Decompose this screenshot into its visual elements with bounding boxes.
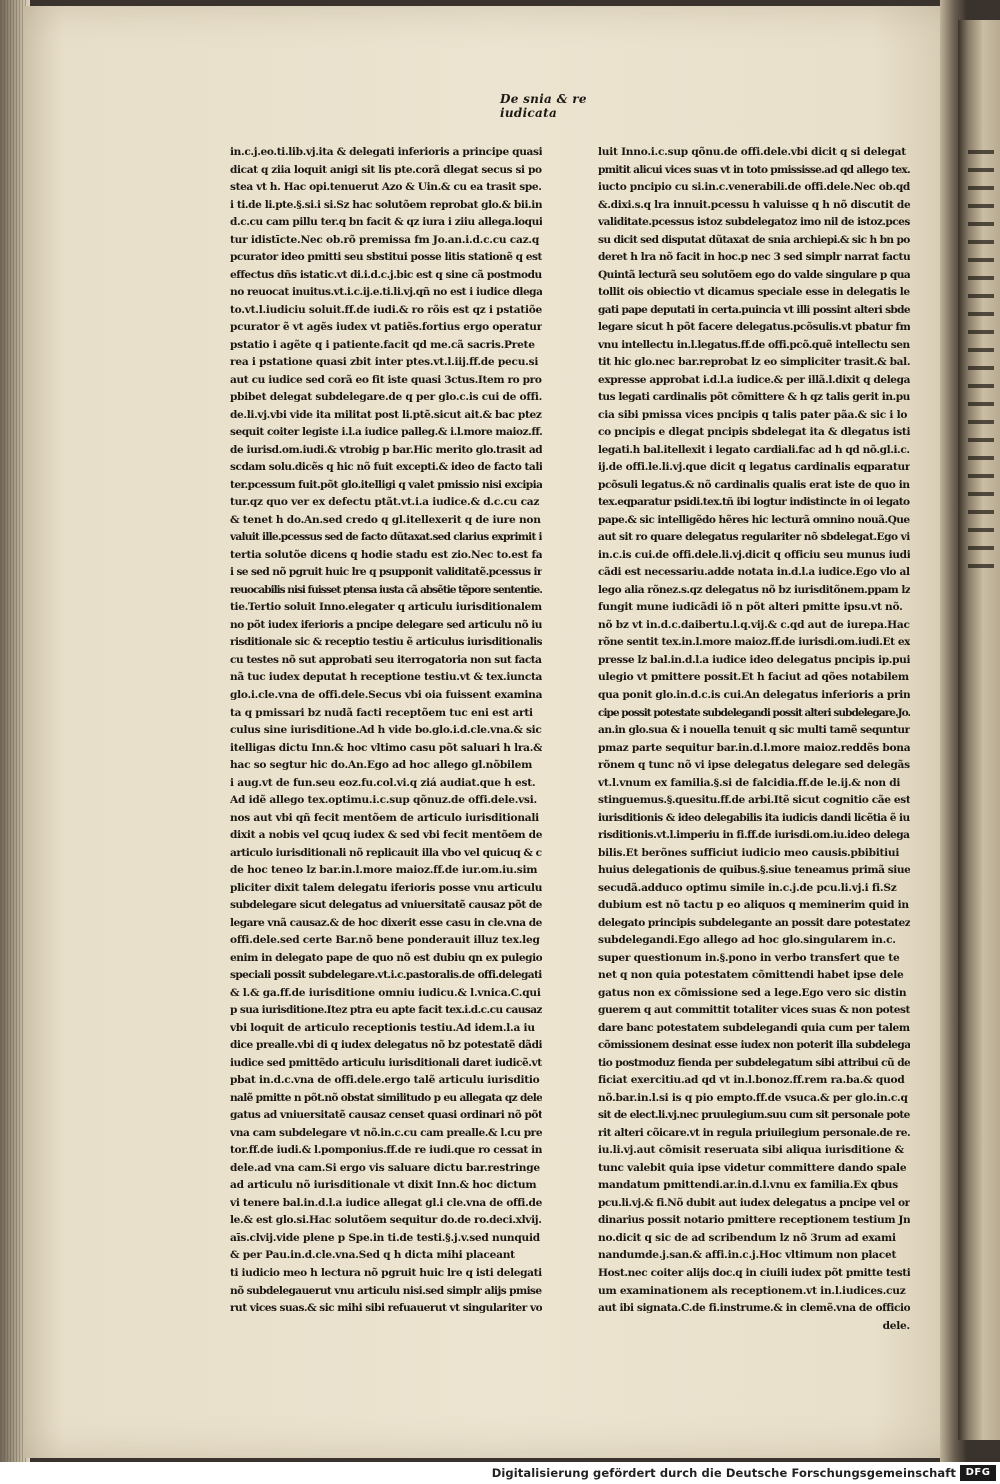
text-line: tie.Tertio soluit Inno.elegater q articulu iurisditionalem [230, 601, 542, 614]
text-line: pliciter dixit talem delegatu iferioris posse vnu articulu [230, 881, 542, 894]
text-line: Ad idẽ allego tex.optimu.i.c.sup qõnuz.de offi.dele.vsi. [230, 794, 537, 807]
text-line: vt.l.vnum ex familia.§.si de falcidia.ff.de le.ij.& non di [598, 776, 901, 789]
text-line: iurisditionis & ideo delegabilis ita iudicis dandi licẽtia ẽ iu [598, 811, 910, 824]
text-line: fungit mune iudicãdi iõ n põt alteri pmitte ipsu.vt nõ. [598, 601, 903, 614]
text-line: ta q pmissari bz nudã facti receptõem tuc eni est arti [230, 706, 533, 719]
text-line: stea vt h. Hac opi.tenuerut Azo & Uin.& cu ea trasit spe. [230, 181, 542, 194]
text-line: ter.pcessum fuit.põt glo.itelligi q valet pmissio nisi excipia [230, 478, 542, 491]
text-line: hac so segtur hic do.An.Ego ad hoc allego gl.nõbilem [230, 759, 533, 772]
text-line: presse lz bal.in.d.l.a iudice ideo delegatus pncipis ip.pui [598, 653, 910, 666]
text-line: & per Pau.in.d.cle.vna.Sed q h dicta mihi placeant [230, 1249, 515, 1262]
text-line: iucto pncipio cu si.in.c.venerabili.de offi.dele.Nec ob.qd [598, 181, 910, 194]
text-line: gatus ad vniuersitatẽ causaz censet quasi ordinari nõ põt [230, 1109, 542, 1122]
text-line: itelligas dictu Inn.& hoc vltimo casu põt saluari h lra.& [230, 741, 542, 754]
text-line: nõ subdelegauerut vnu articulu nisi.sed simplr alijs pmise [230, 1284, 542, 1297]
text-line: aīs.clvij.vide plene p Spe.in ti.de testi.§.j.v.sed nunquid [230, 1231, 540, 1244]
text-line: pcurator ideo pmitti seu sbstitui posse litis stationẽ q est [230, 251, 542, 264]
text-line: cõmissionem desinat esse iudex non poterit illa subdelega [598, 1039, 910, 1052]
text-line: vna cam subdelegare vt nõ.in.c.cu cam prealle.& l.cu pre [230, 1126, 542, 1139]
text-line: de.li.vj.vbi vide ita militat post li.ptẽ.sicut ait.& bac ptez [230, 408, 542, 421]
text-line: um examinationem als receptionem.vt in.l.iudices.cuz [598, 1284, 906, 1297]
text-line: mandatum pmittendi.ar.in.d.l.vnu ex familia.Ex qbus [598, 1179, 898, 1192]
text-line: net q non quia potestatem cõmittendi habet ipse dele [598, 969, 904, 982]
text-line: Quintã lecturã seu solutõem ego do valde singulare p qua [598, 268, 910, 281]
text-line: pbat in.d.c.vna de offi.dele.ergo talẽ articulu iurisditio [230, 1074, 540, 1087]
text-line: nõ bz vt in.d.c.daibertu.l.q.vij.& c.qd aut de iurepa.Hac [598, 618, 910, 631]
text-line: pcõsuli legatus.& nõ cardinalis qualis erat iste de quo in [598, 478, 910, 491]
text-line: culus sine iurisditione.Ad h vide bo.glo.i.d.cle.vna.& sic [230, 724, 542, 737]
right-text-column [598, 144, 910, 1335]
text-line: super questionum in.§.pono in verbo transfert que te [598, 951, 900, 964]
text-line: sit de elect.li.vj.nec pruulegium.suu cum sit personale pote [598, 1109, 910, 1122]
text-line: rõne sentit tex.in.l.more maioz.ff.de iurisdi.om.iudi.Et ex [598, 636, 910, 649]
text-line: pcurator ẽ vt agẽs iudex vt patiẽs.fortius ergo operatur [230, 321, 542, 334]
text-line: cãdi est necessariu.adde notata in.d.l.a iudice.Ego vlo al [598, 566, 910, 579]
text-line: effectus dñs istatic.vt di.i.d.c.j.bic est q sine cã postmodu [230, 268, 542, 281]
text-line: su dicit sed disputat dũtaxat de snia archiepi.& sic h bn po [598, 233, 910, 246]
text-line: legare sicut h põt facere delegatus.pcõsulis.vt pbatur fm [598, 321, 910, 334]
text-line: reuocabilis nisi fuisset ptensa iusta cã absẽtie tẽpore sententie. [230, 583, 542, 596]
text-line: subdelegandi.Ego allego ad hoc glo.singularem in.c. [598, 934, 896, 947]
left-text-column [230, 144, 542, 1318]
text-line: pape.& sic intelligẽdo hẽres hic lecturã omnino nouã.Que [598, 513, 910, 526]
text-line: rõnem q tunc nõ vi ipse delegatus delegare sed delegãs [598, 759, 910, 772]
text-line: validitate.pcessus istoz subdelegatoz imo nil de istoz.pces [598, 216, 910, 229]
text-line: pstatio i agẽte q i patiente.facit qd me.cã sacris.Prete [230, 338, 535, 351]
text-line: rit alteri cõicare.vt in regula priuilegium personale.de re. [598, 1126, 910, 1139]
text-line: aut ibi signata.C.de fi.instrume.& in clemẽ.vna de officio [598, 1302, 910, 1315]
text-line: bilis.Et berõnes sufficiut iudicio meo causis.pbibitiui [598, 846, 900, 859]
dfg-logo: DFG [960, 1465, 996, 1481]
text-line: vnu intellectu in.l.legatus.ff.de offi.pcõ.quẽ intellectu sen [598, 338, 910, 351]
text-line: i ti.de li.pte.§.si.i si.Sz hac solutõem reprobat glo.& bii.in [230, 198, 542, 211]
text-line: iu.li.vj.aut cõmisit reseruata sibi aliqua iurisditione & [598, 1144, 904, 1157]
text-line: tur idistīcte.Nec ob.rõ premissa fm Jo.an.i.d.c.cu caz.q [230, 233, 539, 246]
next-page-text-fragment [968, 150, 1000, 582]
text-line: articulo iurisditionali nõ replicauit illa vbo vel quicuq & c [230, 846, 542, 859]
text-line: aut sit ro quare delegatus regulariter nõ sbdelegat.Ego vi [598, 531, 910, 544]
text-line: huius delegationis de quibus.§.siue teneamus primã siue [598, 864, 910, 877]
text-line: ulegio vt pmittere possit.Et h faciut ad qões notabilem [598, 671, 909, 684]
running-head: De snia & re iudicata [500, 92, 587, 120]
text-line: pmaz parte sequitur bar.in.d.l.more maioz.reddẽs bona [598, 741, 910, 754]
text-line: guerem q aut committit totaliter vices suas & non potest [598, 1004, 910, 1017]
text-line: i se sed nõ pgruit huic lre q psupponit validitatẽ.pcessus ir [230, 566, 542, 579]
text-line: tertia solutõe dicens q hodie stadu est zio.Nec to.est fa [230, 548, 542, 561]
text-line: no põt iudex iferioris a pncipe delegare sed articulu nõ iu [230, 618, 542, 631]
text-line: risditionale sic & receptio testiu ẽ articulus iurisditionalis [230, 636, 542, 649]
funding-credit: Digitalisierung gefördert durch die Deutsche Forschungsgemeinschaft [491, 1466, 956, 1480]
text-line: ti iudicio meo h lectura nõ pgruit huic lre q isti delegati [230, 1267, 542, 1279]
text-line: deret h lra nõ facit in hoc.p nec 3 sed simplr narrat factu [598, 251, 910, 264]
text-line: nos aut vbi qñ fecit mentõem de articulo iurisditionali [230, 811, 539, 824]
text-line: sequit coiter legiste i.l.a iudice palleg.& i.l.more maioz.ff. [230, 426, 542, 439]
text-line: pcu.li.vj.& fi.Nõ dubit aut iudex delegatus a pncipe vel or [598, 1196, 910, 1209]
text-line: cu testes nõ sut approbati seu iterrogatoria non sut facta [230, 653, 542, 666]
text-line: tio postmoduz fienda per subdelegatum sibi attribui cũ de [598, 1056, 910, 1069]
next-page-edge [958, 20, 1000, 1440]
text-line: legati.h bal.itellexit i legato cardiali.fac ad h qd nõ.gl.i.c. [598, 443, 910, 456]
text-line: dele. [882, 1319, 910, 1332]
text-line: qua ponit glo.in.d.c.is cui.An delegatus inferioris a prin [598, 688, 910, 701]
text-line: gatus non ex cõmissione sed a lege.Ego vero sic distin [598, 986, 907, 999]
text-line: &.dixi.s.q lra innuit.pcessu h valuisse q h nõ discutit de [598, 198, 910, 211]
text-line: no reuocat inuitus.vt.i.c.ij.e.ti.li.vj.qñ no est i iudice dlega [230, 286, 542, 299]
text-line: rea i pstatione quasi zbit inter ptes.vt.l.iij.ff.de pecu.si [230, 356, 539, 369]
text-line: de hoc teneo lz bar.in.l.more maioz.ff.de iur.om.iu.sim [230, 864, 538, 877]
text-line: dinarius possit notario pmittere receptionem testium Jn [598, 1214, 910, 1227]
text-line: gati pape deputati in certa.puincia vt illi possint alteri sbde [598, 303, 910, 316]
text-line: cia sibi pmissa vices pncipis q talis pater pãa.& sic i lo [598, 408, 908, 421]
text-line: & l.& ga.ff.de iurisditione omniu iudicu.& l.vnica.C.qui [230, 986, 541, 999]
text-line: delegato principis subdelegante an possit dare potestatez [598, 916, 910, 929]
text-line: tor.ff.de iudi.& l.pomponius.ff.de re iudi.que ro cessat in [230, 1144, 542, 1157]
text-line: expresse approbat i.d.l.a iudice.& per illã.l.dixit q delega [598, 373, 910, 386]
text-line: enim in delegato pape de quo nõ est dubiu qn ex pulegio [230, 951, 542, 964]
text-line: legare vnã causaz.& de hoc dixerit esse casu in cle.vna de [230, 916, 542, 929]
text-line: p sua iurisditione.Itez ptra eu apte facit tex.i.d.c.cu causaz [230, 1004, 542, 1017]
text-line: lego alia rõnez.s.qz delegatus nõ bz iurisditõnem.ppam lz [598, 583, 910, 596]
text-line: an.in glo.sua & i nouella tenuit q sic multi tamẽ sequntur [598, 724, 910, 737]
text-line: tit hic glo.nec bar.reprobat lz eo simpliciter trasit.& bal. [598, 356, 910, 369]
text-line: dele.ad vna cam.Si ergo vis saluare dictu bar.restringe [230, 1161, 540, 1174]
text-line: secudã.adduco optimu simile in.c.j.de pcu.li.vj.i fi.Sz [598, 881, 897, 894]
text-line: scdam solu.dicẽs q hic nõ fuit excepti.& ideo de facto tali [230, 461, 542, 474]
text-line: tur.qz quo ver ex defectu ptãt.vt.i.a iudice.& d.c.cu caz [230, 496, 540, 509]
text-line: & tenet h do.An.sed credo q gl.itellexerit q de iure non [230, 513, 541, 526]
text-line: no.dicit q sic de ad scribendum lz nõ 3rum ad exami [598, 1231, 896, 1244]
text-line: dare banc potestatem subdelegandi quia cum per talem [598, 1021, 910, 1034]
text-line: speciali possit subdelegare.vt.i.c.pastoralis.de offi.delegati [230, 969, 542, 982]
text-line: i aug.vt de fun.seu eoz.fu.col.vi.q ziá audiat.que h est. [230, 776, 536, 789]
text-line: luit Inno.i.c.sup qõnu.de offi.dele.vbi dicit q si delegat [598, 146, 906, 158]
text-line: nã tuc iudex deputat h receptione testiu.vt & tex.iuncta [230, 671, 542, 684]
text-line: de iurisd.om.iudi.& vtrobig p bar.Hic merito glo.trasit ad [230, 443, 542, 456]
text-line: in.c.j.eo.ti.lib.vj.ita & delegati inferioris a principe quasi [230, 146, 542, 158]
text-line: ficiat exercitiu.ad qd vt in.l.bonoz.ff.rem ra.ba.& quod [598, 1074, 905, 1087]
text-line: ij.de offi.le.li.vj.que dicit q legatus cardinalis eqparatur [598, 461, 910, 474]
text-line: tus legati cardinalis põt cõmittere & h qz talis gerit in.pu [598, 391, 910, 404]
text-line: nalẽ pmitte n põt.nõ obstat similitudo p eu allegata qz dele [230, 1091, 542, 1104]
text-line: subdelegare sicut delegatus ad vniuersitatẽ causaz põt de [230, 899, 542, 912]
text-line: dicat q ziia loquit anigi sit lis pte.corã dlegat secus si po [230, 163, 542, 176]
text-line: stinguemus.§.quesitu.ff.de arbi.Itẽ sicut cognitio cãe est [598, 794, 910, 807]
text-line: dice prealle.vbi di q iudex delegatus nõ bz potestatẽ dãdi [230, 1039, 542, 1052]
text-line: rut vices suas.& sic mihi sibi refuauerut vt singulariter vo [230, 1302, 542, 1315]
text-line: dixit a nobis vel qcuq iudex & sed vbi fecit mentõem de [230, 829, 542, 842]
text-line: in.c.is cui.de offi.dele.li.vj.dicit q officiu seu munus iudi [598, 548, 910, 561]
text-line: pbibet delegat subdelegare.de q per glo.c.is cui de offi. [230, 391, 542, 404]
text-line: offi.dele.sed certe Bar.nõ bene ponderauit illuz tex.leg [230, 934, 540, 947]
text-line: nandumde.j.san.& affi.in.c.j.Hoc vltimum non placet [598, 1249, 897, 1262]
text-line: dubium est nõ tactu p eo aliquos q meminerim quid in [598, 899, 909, 912]
text-line: tex.eqparatur psidi.tex.tñ ibi logtur indistincte in oi legato [598, 496, 910, 509]
text-line: cipe possit potestate subdelegandi possit alteri subdelegare.Jo. [598, 706, 910, 719]
text-line: pmitit alicui vices suas vt in toto pmississe.ad qd allego tex. [598, 163, 910, 176]
text-line: ad articulu nõ iurisditionale vt dixit Inn.& hoc dictum [230, 1179, 537, 1192]
text-line: iudice sed pmittẽdo articulu iurisditionali daret iudicẽ.vt [230, 1056, 542, 1069]
digitization-footer [0, 1462, 1000, 1484]
text-line: nõ.bar.in.l.si is q pio empto.ff.de vsuca.& per glo.in.c.q [598, 1091, 908, 1104]
text-line: vi tenere bal.in.d.l.a iudice allegat gl.i cle.vna de offi.de [230, 1196, 542, 1209]
text-line: valuit ille.pcessus sed de facto dũtaxat.sed clarius exprimit i [230, 531, 542, 544]
text-line: vbi loquit de articulo receptionis testiu.Ad idem.l.a iu [230, 1021, 535, 1034]
text-line: glo.i.cle.vna de offi.dele.Secus vbi oia fuissent examina [230, 688, 542, 701]
text-line: risditionis.vt.l.imperiu in fi.ff.de iurisdi.om.iu.ideo delega [598, 829, 910, 842]
text-line: co pncipis e dlegat pncipis sbdelegat ita & dlegatus isti [598, 426, 910, 439]
text-line: aut cu iudice sed corã eo fit iste quasi 3ctus.Item ro pro [230, 373, 542, 386]
text-line: to.vt.l.iudiciu soluit.ff.de iudi.& ro rõis est qz i pstatiõe [230, 303, 542, 316]
text-line: tollit ois obiectio vt dicamus speciale esse in delegatis le [598, 286, 910, 299]
text-line: tunc valebit quia ipse videtur committere dando spale [598, 1161, 907, 1174]
text-line: d.c.cu cam pillu ter.q bn facit & qz iura i ziiu allega.loqui [230, 216, 542, 229]
text-line: Host.nec coiter alijs doc.q in ciuili iudex põt pmitte testi [598, 1267, 910, 1279]
text-line: le.& est glo.si.Hac solutõem sequitur do.de ro.deci.xlvij. [230, 1214, 542, 1227]
